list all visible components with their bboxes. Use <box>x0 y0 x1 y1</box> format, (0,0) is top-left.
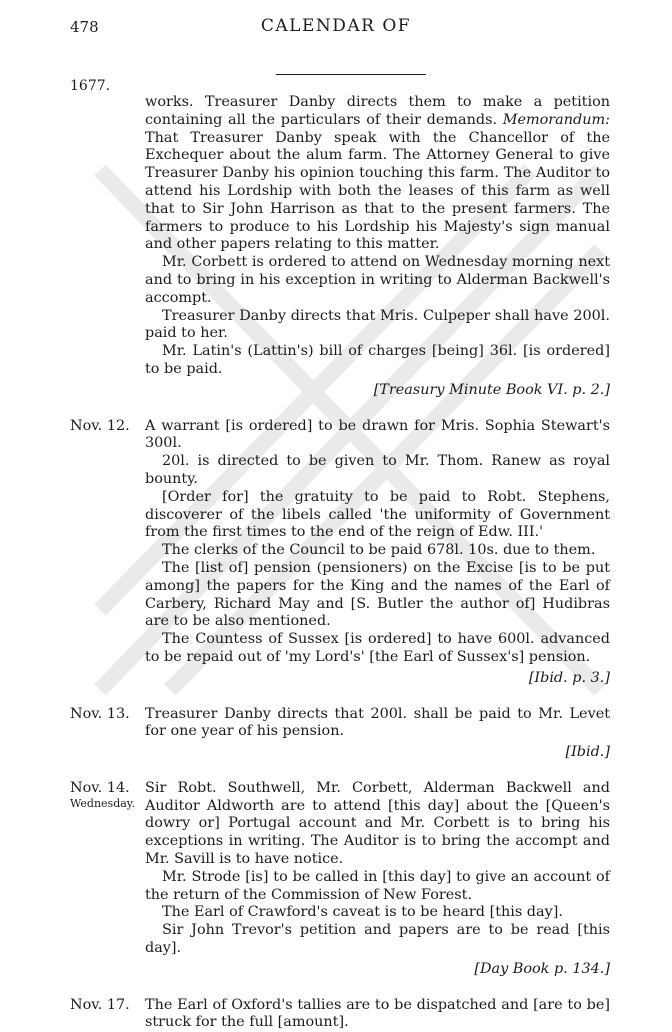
source-reference: [Treasury Minute Book VI. p. 2.] <box>373 381 610 398</box>
paragraph: Mr. Latin's (Lattin's) bill of charges [being] 36l. [is ordered] to be paid. <box>145 343 610 377</box>
text-column <box>70 94 610 1032</box>
year-label: 1677. <box>70 78 111 94</box>
entry <box>70 779 610 979</box>
entry-date: Nov. 13. <box>70 705 130 722</box>
entry-date: Nov. 12. <box>70 417 130 434</box>
entry-weekday: Wednesday. <box>70 796 136 810</box>
paragraph: Sir Robt. Southwell, Mr. Corbett, Alderman Backwell and Auditor Aldworth are to attend [this day] about the [Queen's dowry or] Portugal account and Mr. Corbett is to bring his exceptions in writing. The Auditor is to bring the accompt and Mr. Savill is to have notice. <box>145 779 610 868</box>
paragraph: Mr. Strode [is] to be called in [this day] to give an account of the return of the Commission of New Forest. <box>145 868 610 903</box>
entry-date: Nov. 17. <box>70 996 130 1013</box>
paragraph: A warrant [is ordered] to be drawn for Mris. Sophia Stewart's 300l. <box>145 417 610 452</box>
paragraph: The clerks of the Council to be paid 678l. 10s. due to them. <box>162 542 596 559</box>
paragraph: works. Treasurer Danby directs them to make a petition containing all the particulars of their demands. Memorandum: That Treasurer Danby speak with the Chancellor of the Exchequer about the alum farm. The Attorney General to give Treasurer Danby his opinion touching this farm. The Auditor to attend his Lordship with both the leases of this farm as well that to Sir John Harrison as that to the present farmers. The farmers to produce to his Lordship his Majesty's sign manual and other papers relating to this matter. <box>145 94 610 253</box>
source-reference: [Ibid. p. 3.] <box>528 669 610 686</box>
entry <box>70 996 610 1032</box>
entry <box>145 94 610 400</box>
entry-date: Nov. 14. <box>70 779 130 796</box>
paragraph: 20l. is directed to be given to Mr. Thom. Ranew as royal bounty. <box>145 453 610 487</box>
source-reference: [Ibid.] <box>565 744 610 761</box>
paragraph: Sir John Trevor's petition and papers are to be read [this day]. <box>145 922 610 957</box>
paragraph: The Countess of Sussex [is ordered] to have 600l. advanced to be repaid out of 'my Lord's' [the Earl of Sussex's] pension. <box>145 631 610 665</box>
paragraph: Mr. Corbett is ordered to attend on Wednesday morning next and to bring in his exception in writing to Alderman Backwell's accompt. <box>145 254 610 306</box>
paragraph: The [list of] pension (pensioners) on the Excise [is to be put among] the papers for the King and the names of the Earl of Carbery, Richard May and [S. Butler the author of] Hudibras are to be also mentioned. <box>145 559 610 630</box>
paragraph: The Earl of Oxford's tallies are to be dispatched and [are to be] struck for the full [amount]. <box>145 996 610 1031</box>
header-rule <box>276 74 426 75</box>
entry <box>70 705 610 762</box>
running-head: CALENDAR OF <box>260 16 412 36</box>
paragraph: The Earl of Crawford's caveat is to be heard [this day]. <box>162 904 563 921</box>
paragraph: [Order for] the gratuity to be paid to Robt. Stephens, discoverer of the libels called 'the uniformity of Government from the first times to the end of the reign of Edw. III.' <box>145 488 610 541</box>
source-reference: [Day Book p. 134.] <box>474 960 610 977</box>
paragraph: Treasurer Danby directs that Mris. Culpeper shall have 200l. paid to her. <box>145 307 610 342</box>
entry <box>70 417 610 688</box>
page-number: 478 <box>70 18 99 36</box>
paragraph: Treasurer Danby directs that 200l. shall be paid to Mr. Levet for one year of his pension. <box>145 705 610 740</box>
